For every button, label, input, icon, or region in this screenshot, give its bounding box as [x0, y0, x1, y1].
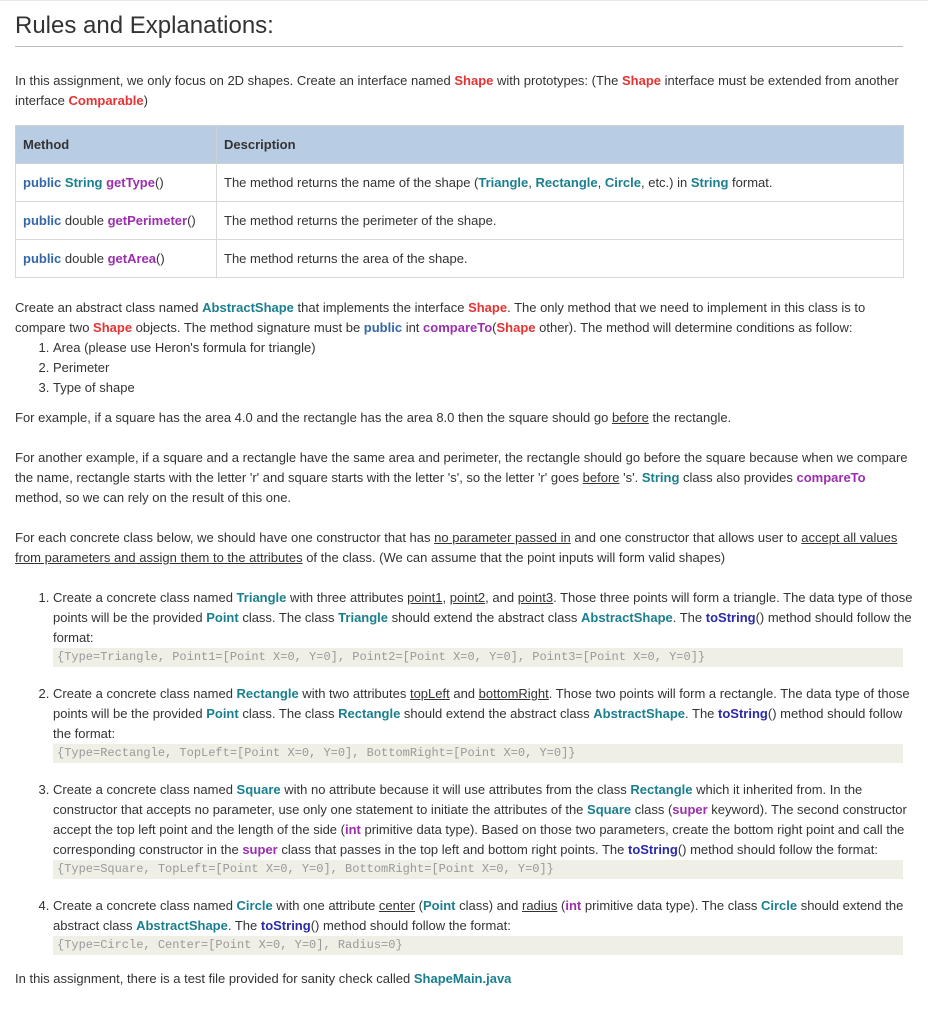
format-code: {Type=Rectangle, TopLeft=[Point X=0, Y=0], BottomRight=[Point X=0, Y=0]} [53, 744, 903, 763]
method-signature: public double getArea() [16, 240, 217, 278]
method-description: The method returns the perimeter of the shape. [217, 202, 904, 240]
example-paragraph-1: For example, if a square has the area 4.0 and the rectangle has the area 8.0 then the square should go before the rectangle. [15, 410, 732, 425]
method-description: The method returns the area of the shape. [217, 240, 904, 278]
list-item: 1. Area (please use Heron's formula for triangle) [53, 338, 913, 358]
assignment-page [0, 10, 928, 989]
example-paragraph-2: For another example, if a square and a rectangle have the same area and perimeter, the rectangle should go before the square because when we compare the name, rectangle starts with the letter 'r' and square starts with the letter 's', so the letter 'r' goes before 's'. String class also provides compareTo method, so we can rely on the result of this one. [15, 450, 908, 505]
concrete-class-list [15, 588, 913, 955]
method-signature: public double getPerimeter() [16, 202, 217, 240]
list-item-triangle: 1. Create a concrete class named Triangle with three attributes point1, point2, and point3. Those three points will form a triangle. The data type of those points will be the provided Point class. The class Triangle should extend the abstract class AbstractShape. The toString() method should follow the format: {Type=Triangle, Point1=[Point X=0, Y=0], Point2=[Point X=0, Y=0], Point3=[Point X=0, Y=0]} [53, 588, 913, 667]
table-header: Description [217, 126, 904, 164]
page-title: Rules and Explanations: [15, 10, 903, 47]
compare-conditions-list [15, 338, 913, 398]
footer-paragraph: In this assignment, there is a test file provided for sanity check called ShapeMain.java [15, 971, 512, 986]
method-table [15, 125, 904, 278]
format-code: {Type=Triangle, Point1=[Point X=0, Y=0], Point2=[Point X=0, Y=0], Point3=[Point X=0, Y=0]} [53, 648, 903, 667]
top-divider [0, 0, 928, 4]
table-header-row [16, 126, 904, 164]
list-item: 3. Type of shape [53, 378, 913, 398]
intro-paragraph: In this assignment, we only focus on 2D shapes. Create an interface named Shape with prototypes: (The Shape interface must be extended from another interface Comparable) [15, 73, 899, 108]
list-item-rectangle: 2. Create a concrete class named Rectangle with two attributes topLeft and bottomRight. Those two points will form a rectangle. The data type of those points will be the provided Point class. The class Rectangle should extend the abstract class AbstractShape. The toString() method should follow the format: {Type=Rectangle, TopLeft=[Point X=0, Y=0], BottomRight=[Point X=0, Y=0]} [53, 684, 913, 763]
list-item-square: 3. Create a concrete class named Square with no attribute because it will use attributes from the class Rectangle which it inherited from. In the constructor that accepts no parameter, use only one statement to initiate the attributes of the Square class (super keyword). The second constructor accept the top left point and the length of the side (int primitive data type). Based on those two parameters, create the bottom right point and call the corresponding constructor in the super class that passes in the top left and bottom right points. The toString() method should follow the format: {Type=Square, TopLeft=[Point X=0, Y=0], BottomRight=[Point X=0, Y=0]} [53, 780, 913, 879]
method-signature: public String getType() [16, 164, 217, 202]
table-header: Method [16, 126, 217, 164]
abstract-paragraph: Create an abstract class named AbstractShape that implements the interface Shape. The only method that we need to implement in this class is to compare two Shape objects. The method signature must be public int compareTo(Shape other). The method will determine conditions as follow: [15, 300, 866, 335]
concrete-paragraph: For each concrete class below, we should have one constructor that has no parameter passed in and one constructor that allows user to accept all values from parameters and assign them to the attributes of the class. (We can assume that the point inputs will form valid shapes) [15, 530, 898, 565]
format-code: {Type=Square, TopLeft=[Point X=0, Y=0], BottomRight=[Point X=0, Y=0]} [53, 860, 903, 879]
list-item-circle: 4. Create a concrete class named Circle with one attribute center (Point class) and radius (int primitive data type). The class Circle should extend the abstract class AbstractShape. The toString() method should follow the format: {Type=Circle, Center=[Point X=0, Y=0], Radius=0} [53, 896, 913, 955]
method-description: The method returns the name of the shape (Triangle, Rectangle, Circle, etc.) in String format. [217, 164, 904, 202]
format-code: {Type=Circle, Center=[Point X=0, Y=0], Radius=0} [53, 936, 903, 955]
table-row [16, 202, 904, 240]
list-item: 2. Perimeter [53, 358, 913, 378]
table-row [16, 164, 904, 202]
table-row [16, 240, 904, 278]
